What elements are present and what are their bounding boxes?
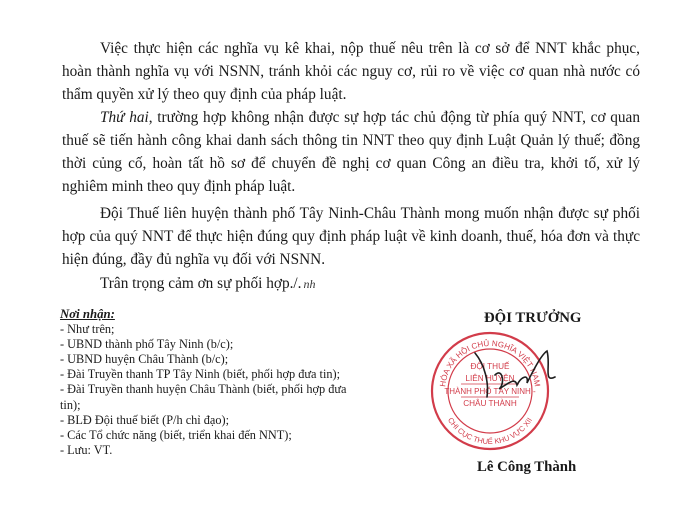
seal-ring-text: HÒA XÃ HỘI CHỦ NGHĨA VIỆT NAM bbox=[438, 338, 542, 388]
seal-stamp bbox=[432, 333, 548, 449]
recipient-item: - UBND thành phố Tây Ninh (b/c); bbox=[60, 337, 234, 352]
recipient-item: - Như trên; bbox=[60, 322, 115, 337]
seal-ring-text-bottom: CHI CỤC THUẾ KHU VỰC XII bbox=[445, 415, 535, 446]
seal-center-line: LIÊN HUYỆN bbox=[465, 374, 515, 383]
recipients-list bbox=[60, 322, 360, 458]
closing-line bbox=[100, 272, 316, 296]
seal-center-line: ĐỘI THUẾ bbox=[470, 362, 510, 371]
seal-center-line: CHÂU THÀNH bbox=[463, 399, 517, 408]
signer-name: Lê Công Thành bbox=[477, 459, 577, 475]
recipient-item: - Đài Truyền thanh huyện Châu Thành (biết, phối hợp đưa tin); bbox=[60, 382, 347, 412]
paragraph-text: Việc thực hiện các nghĩa vụ kê khai, nộp thuế nêu trên là cơ sở để NNT khắc phục, hoàn thành nghĩa vụ với NSNN, tránh khỏi các nguy cơ, rủi ro về việc cơ quan nhà nước có thẩm quyền xử lý theo quy định của pháp luật. bbox=[62, 40, 640, 103]
recipient-item: - BLĐ Đội thuế biết (P/h chỉ đạo); bbox=[60, 412, 230, 427]
closing-text: Trân trọng cảm ơn sự phối hợp./. bbox=[100, 275, 302, 292]
recipient-item: - Đài Truyền thanh TP Tây Ninh (biết, phối hợp đưa tin); bbox=[60, 367, 341, 382]
paragraph-text: Đội Thuế liên huyện thành phố Tây Ninh-Châu Thành mong muốn nhận được sự phối hợp của quý NNT để thực hiện đúng quy định pháp luật về kinh doanh, thuế, hóa đơn và thực hiện đúng, đầy đủ nghĩa vụ đối với NSNN. bbox=[62, 205, 640, 268]
recipients-block bbox=[60, 307, 360, 458]
paragraph-cooperation bbox=[62, 202, 640, 271]
signature-title: ĐỘI TRƯỞNG bbox=[484, 310, 582, 326]
closing-initial: nh bbox=[303, 277, 316, 291]
paragraph-text: , trường hợp không nhận được sự hợp tác chủ động từ phía quý NNT, cơ quan thuế sẽ tiến hành công khai danh sách thông tin NNT theo quy định Luật Quản lý thuế; đồng thời củng cố, hoàn tất hồ sơ để chuyển đề nghị cơ quan Công an điều tra, khởi tố, xử lý nghiêm minh theo quy định pháp luật. bbox=[62, 109, 640, 195]
paragraph-lead: Thứ hai bbox=[100, 109, 149, 126]
recipient-item: - UBND huyện Châu Thành (b/c); bbox=[60, 352, 229, 367]
paragraph-obligations bbox=[62, 37, 640, 106]
recipients-title: Nơi nhận: bbox=[60, 307, 115, 321]
recipient-item: - Lưu: VT. bbox=[60, 442, 113, 457]
recipient-item: - Các Tổ chức năng (biết, triển khai đến NNT); bbox=[60, 427, 292, 442]
paragraph-second bbox=[62, 106, 640, 198]
official-seal bbox=[405, 325, 575, 455]
seal-center-line: THÀNH PHỐ TÂY NINH - bbox=[444, 387, 536, 396]
